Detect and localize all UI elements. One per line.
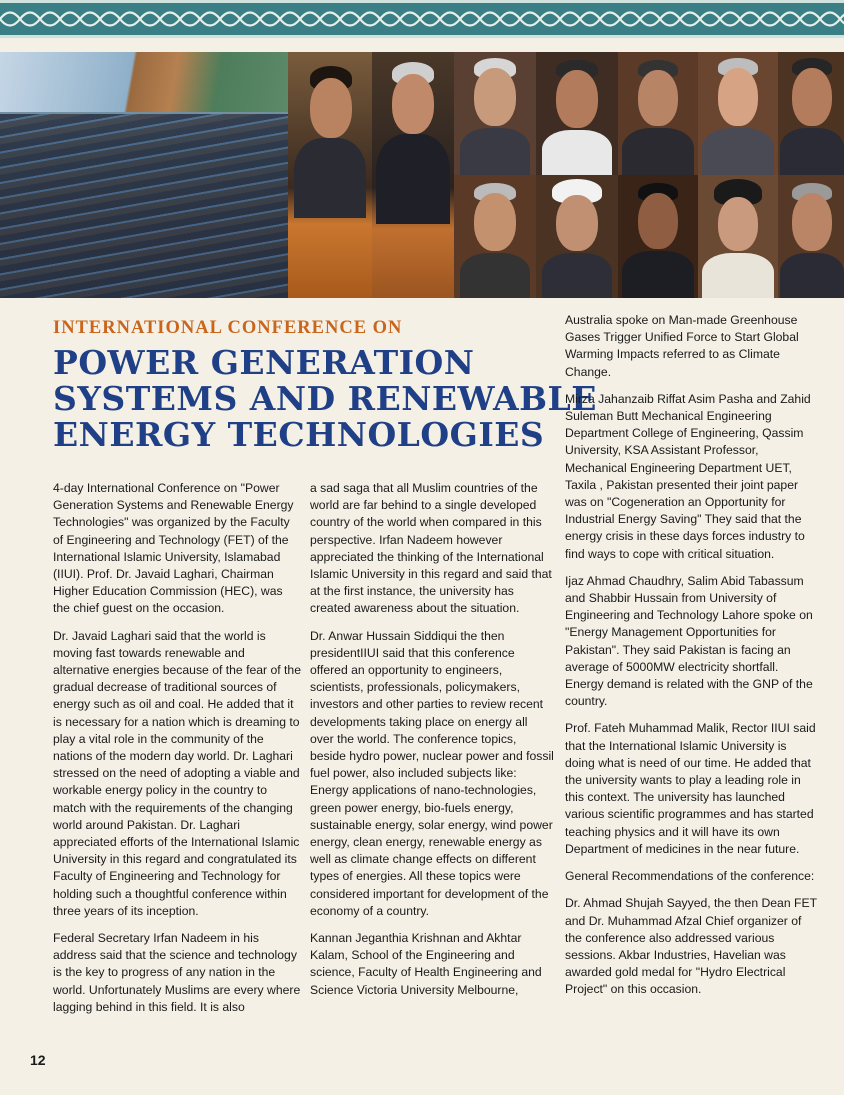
paragraph: a sad saga that all Muslim countries of the world are far behind to a single developed country of the world when compared in this perspective. Irfan Nadeem however appreciated the thinking of the International Islamic University in this regard and said that at the first instance, the university has created awareness about the situation. xyxy=(310,481,552,616)
speaker-portrait xyxy=(454,175,536,298)
paragraph: Prof. Fateh Muhammad Malik, Rector IIUI said that the International Islamic University is doing what is need of our time. He added that the university wants to play a leading role in this context. The university has launched various scientific programmes and has started teaching physics and it will have its own Department of medicines in the near future. xyxy=(565,721,816,856)
paragraph: 4-day International Conference on "Power Generation Systems and Renewable Energy Technologies" was organized by the Faculty of Engineering and Technology (FET) of the International Islamic University, Islamabad (IIUI). Prof. Dr. Javaid Laghari, Chairman Higher Education Commission (HEC), was the chief guest on the occasion. xyxy=(53,481,294,616)
paragraph: General Recommendations of the conference: xyxy=(565,869,815,884)
paragraph: Dr. Anwar Hussain Siddiqui the then presidentIIUI said that this conference offered an opportunity to engineers, scientists, professionals, policymakers, investors and other parties to review recent developments taking place on energy all over the world. The conference topics, beside hydro power, nuclear power and fossil fuel power, also included subjects like: Energy applications of nano-technologies, green power energy, bio-fuels energy, sustainable energy, solar energy, wind power energy, clean energy, renewable energy as well as climate change effects on different types of energies. All these topics were considered important for development of the economy of a country. xyxy=(310,628,554,918)
speaker-portrait xyxy=(372,52,454,298)
speaker-portrait xyxy=(778,52,844,175)
article-title xyxy=(53,343,597,454)
paragraph: Mirza Jahanzaib Riffat Asim Pasha and Zahid Suleman Butt Mechanical Engineering Department College of Engineering, Qassim University, KSA Assistant Professor, Mechanical Engineering Department UET, Taxila , Pakistan presented their joint paper was on "Cogeneration an Opportunity for Industrial Energy Saving" They said that the energy crisis in these days forces industry to find ways to cope with critical situation. xyxy=(565,391,811,561)
paragraph: Kannan Jeganthia Krishnan and Akhtar Kalam, School of the Engineering and science, Faculty of Health Engineering and Science Victoria University Melbourne, xyxy=(310,931,542,997)
paragraph: Dr. Javaid Laghari said that the world is moving fast towards renewable and alternative energies because of the fear of the gradual decrease of traditional sources of energy such as oil and coal. He added that it is necessary for a nation which is dreaming to play a vital role in the community of the nations of the modern day world. Dr. Laghari stressed on the need of adopting a viable and workable energy policy in the country to match with the requirements of the changing world around Pakistan. Dr. Laghari appreciated efforts of the International Islamic University in this regard and congratulated its Faculty of Engineering and Technology for holding such a thoughtful conference within three years of its inception. xyxy=(53,628,301,918)
article-column-2 xyxy=(310,480,554,1009)
paragraph: Dr. Ahmad Shujah Sayyed, the then Dean FET and Dr. Muhammad Afzal Chief organizer of the conference also addressed various sessions. Akbar Industries, Havelian was awarded gold medal for "Hydro Electrical Project" on this occasion. xyxy=(565,896,817,997)
article-column-3 xyxy=(565,312,817,1009)
article-kicker: INTERNATIONAL CONFERENCE ON xyxy=(53,318,403,338)
speaker-portrait xyxy=(698,52,778,175)
paragraph: Ijaz Ahmad Chaudhry, Salim Abid Tabassum and Shabbir Hussain from University of Engineering and Technology Lahore spoke on "Energy Management Opportunities for Pakistan". They said Pakistan is facing an average of 5000MW electricity shortfall. Energy demand is related with the GNP of the country. xyxy=(565,573,813,709)
speaker-portrait xyxy=(618,52,698,175)
speaker-portrait xyxy=(778,175,844,298)
title-line: POWER GENERATION xyxy=(53,343,475,382)
speaker-portrait xyxy=(536,175,618,298)
conference-hall-photo xyxy=(0,52,288,298)
speaker-portrait xyxy=(288,52,372,298)
photo-collage xyxy=(0,52,844,298)
speaker-portrait xyxy=(698,175,778,298)
title-line: SYSTEMS AND RENEWABLE xyxy=(53,379,597,418)
speaker-portrait xyxy=(618,175,698,298)
speaker-portrait xyxy=(536,52,618,175)
article-column-1 xyxy=(53,480,301,1026)
title-line: ENERGY TECHNOLOGIES xyxy=(53,415,545,454)
page-number: 12 xyxy=(30,1052,46,1068)
paragraph: Federal Secretary Irfan Nadeem in his address said that the science and technology is the key to progress of any nation in the world. Unfortunately Muslims are every where lagging behind in this field. It is also xyxy=(53,931,301,1014)
decorative-border xyxy=(0,0,844,38)
speaker-portrait xyxy=(454,52,536,175)
paragraph: Australia spoke on Man-made Greenhouse Gases Trigger Unified Force to Start Global Warming Impacts referred to as Climate Change. xyxy=(565,313,799,379)
